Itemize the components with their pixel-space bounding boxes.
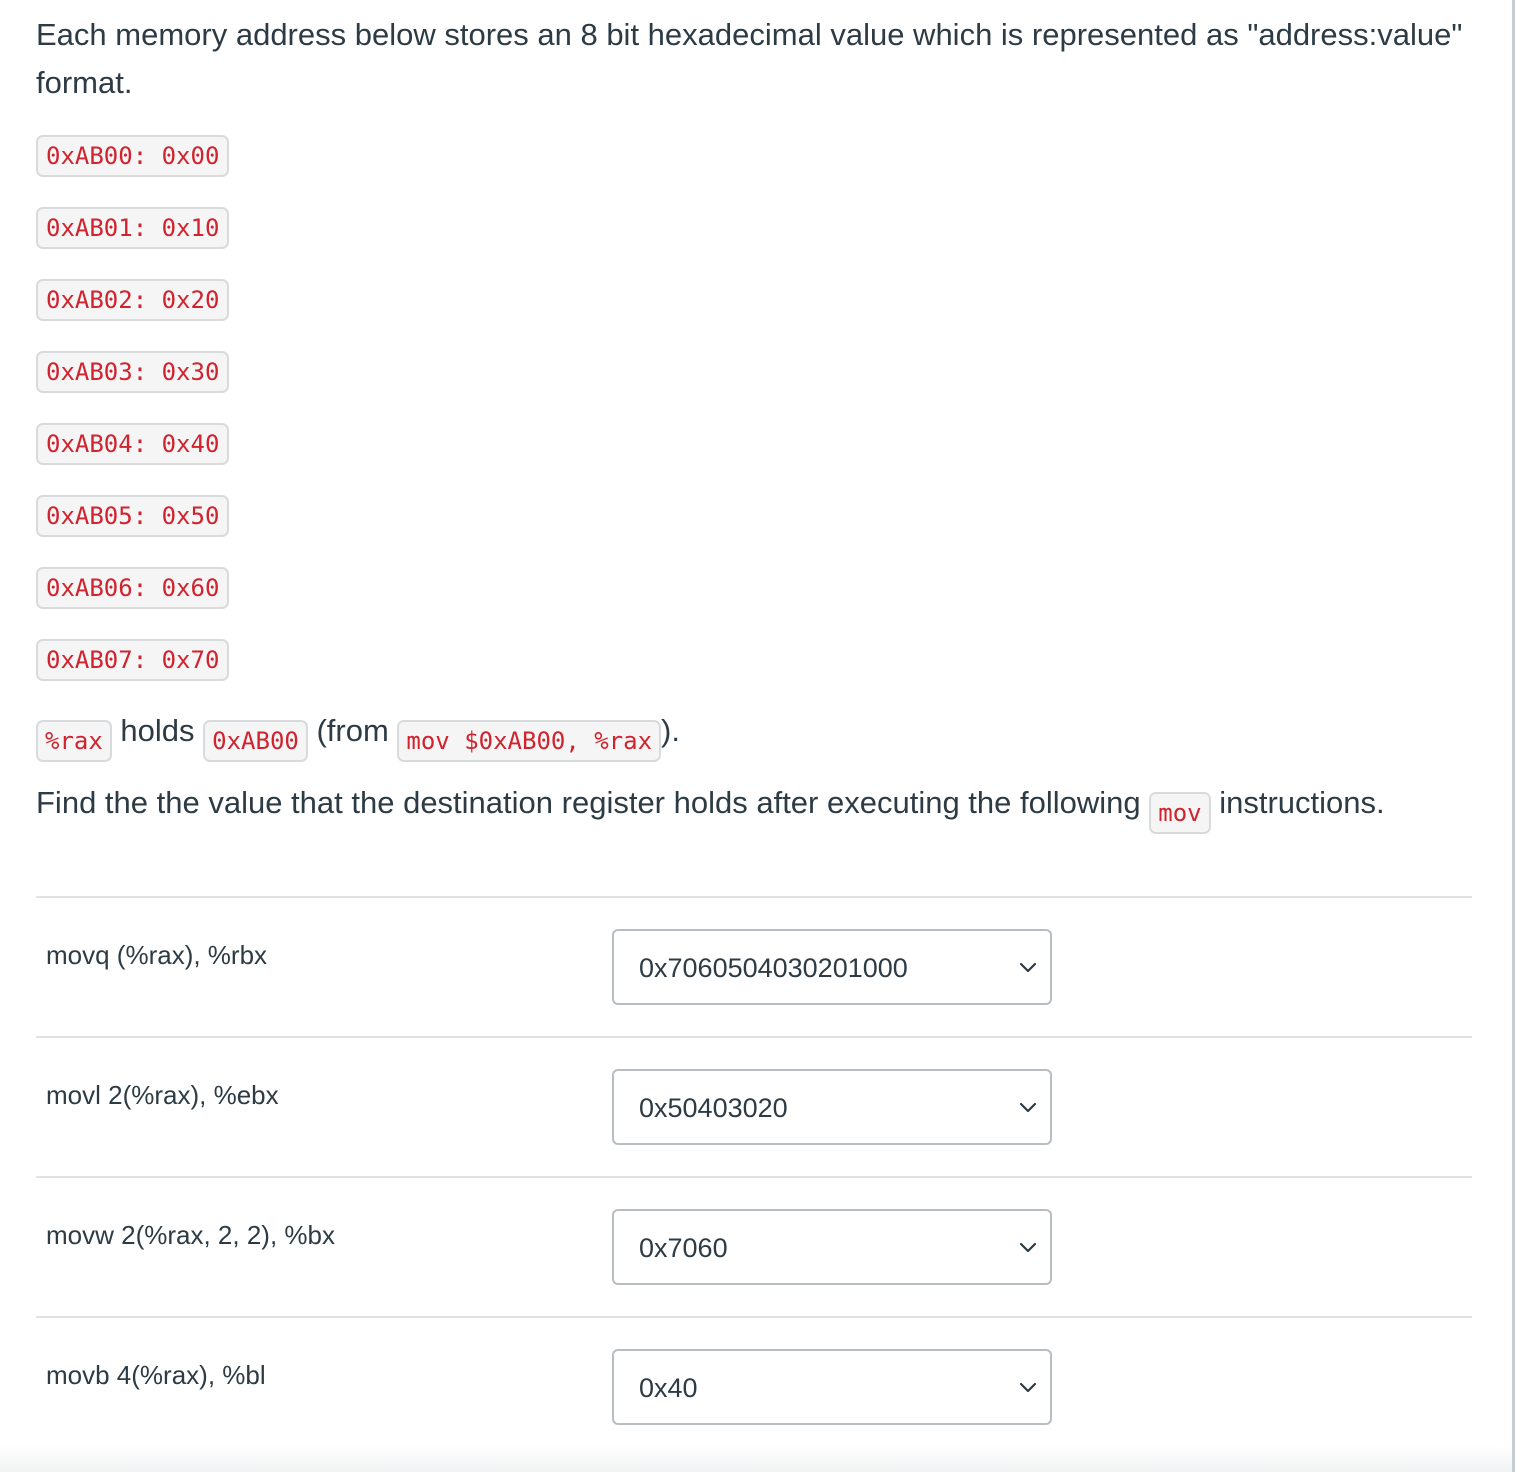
close-text: ). [661,713,680,748]
page-right-border [1512,0,1515,1472]
rax-address-code: 0xAB00 [203,720,308,762]
task-text-after: instructions. [1210,785,1385,820]
question-4-instruction: movb 4(%rax), %bl [46,1360,266,1390]
memory-entry [36,279,229,321]
memory-entry [36,135,229,177]
divider [36,1176,1472,1178]
answer-select-1[interactable] [612,929,1052,1005]
chevron-down-icon [1016,955,1040,979]
answer-select-4-value: 0x40 [639,1373,698,1403]
memory-entry [36,639,229,681]
memory-entry [36,351,229,393]
question-3-instruction: movw 2(%rax, 2, 2), %bx [46,1220,335,1250]
memory-entry-code: 0xAB06: 0x60 [36,567,229,609]
memory-entry-code: 0xAB05: 0x50 [36,495,229,537]
rax-statement [36,709,680,762]
memory-entry-code: 0xAB03: 0x30 [36,351,229,393]
memory-entry-code: 0xAB04: 0x40 [36,423,229,465]
task-statement [36,781,1385,834]
answer-select-3-value: 0x7060 [639,1233,728,1263]
answer-select-2[interactable] [612,1069,1052,1145]
register-rax-code: %rax [36,720,112,762]
divider [36,1316,1472,1318]
memory-entry [36,567,229,609]
chevron-down-icon [1016,1235,1040,1259]
memory-entry [36,495,229,537]
question-2-instruction: movl 2(%rax), %ebx [46,1080,279,1110]
holds-text: holds [111,713,204,748]
question-1-instruction: movq (%rax), %rbx [46,940,268,970]
page-bottom-shade [0,1444,1512,1472]
question-intro: Each memory address below stores an 8 bit hexadecimal value which is represented as "address:value" format. [36,17,1463,100]
divider [36,1036,1472,1038]
answer-select-1-value: 0x7060504030201000 [639,953,908,983]
memory-entry-code: 0xAB02: 0x20 [36,279,229,321]
mov-keyword-code: mov [1149,792,1210,834]
chevron-down-icon [1016,1375,1040,1399]
answer-select-2-value: 0x50403020 [639,1093,788,1123]
answer-select-4[interactable] [612,1349,1052,1425]
divider [36,896,1472,898]
memory-entry-code: 0xAB07: 0x70 [36,639,229,681]
from-text: (from [307,713,398,748]
question-body [36,0,1472,1403]
chevron-down-icon [1016,1095,1040,1119]
memory-entry [36,207,229,249]
memory-entry-code: 0xAB01: 0x10 [36,207,229,249]
mov-instruction-code: mov $0xAB00, %rax [397,720,661,762]
memory-entry-code: 0xAB00: 0x00 [36,135,229,177]
memory-entry [36,423,229,465]
answer-select-3[interactable] [612,1209,1052,1285]
task-text-before: Find the the value that the destination register holds after executing the following [36,785,1150,820]
